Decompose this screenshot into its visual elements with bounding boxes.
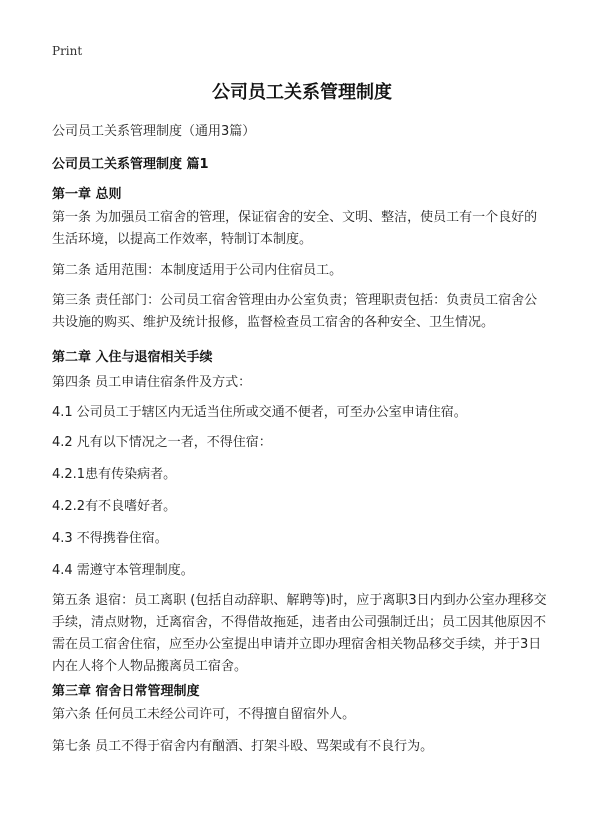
- item-4-2: 4.2 凡有以下情况之一者，不得住宿：: [52, 435, 272, 450]
- document-title: 公司员工关系管理制度: [212, 82, 392, 103]
- item-4-2-1: 4.2.1患有传染病者。: [52, 467, 177, 482]
- print-label: Print: [52, 44, 83, 58]
- item-4-2-2: 4.2.2有不良嗜好者。: [52, 499, 177, 514]
- article-1: 第一条 为加强员工宿舍的管理，保证宿舍的安全、文明、整洁，使员工有一个良好的生活环境，以提高工作效率，特制订本制度。: [52, 210, 538, 247]
- article-3: 第三条 责任部门：公司员工宿舍管理由办公室负责；管理职责包括：负责员工宿舍公共设施的购买、维护及统计报修，监督检查员工宿舍的各种安全、卫生情况。: [52, 293, 538, 330]
- chapter-3-heading: 第三章 宿舍日常管理制度: [52, 684, 200, 699]
- document-subtitle: 公司员工关系管理制度（通用3篇）: [52, 124, 256, 139]
- chapter-1-heading: 第一章 总则: [52, 187, 122, 202]
- item-4-3: 4.3 不得携眷住宿。: [52, 531, 168, 546]
- article-6: 第六条 任何员工未经公司许可，不得擅自留宿外人。: [52, 707, 356, 722]
- item-4-4: 4.4 需遵守本管理制度。: [52, 563, 194, 578]
- chapter-2-heading: 第二章 入住与退宿相关手续: [52, 350, 213, 365]
- part-heading: 公司员工关系管理制度 篇1: [52, 157, 209, 172]
- article-5: 第五条 退宿：员工离职 (包括自动辞职、解聘等)时，应于离职3日内到办公室办理移交手续，清点财物，迁离宿舍，不得借故拖延，违者由公司强制迁出；员工因其他原因不需在员工宿舍住宿，应至办公室提出申请并立即办理宿舍相关物品移交手续，并于3日内在人将个人物品搬离员工宿舍。: [52, 593, 547, 674]
- article-2: 第二条 适用范围：本制度适用于公司内住宿员工。: [52, 263, 343, 278]
- item-4-1: 4.1 公司员工于辖区内无适当住所或交通不便者，可至办公室申请住宿。: [52, 405, 467, 420]
- article-4: 第四条 员工申请住宿条件及方式：: [52, 375, 252, 390]
- article-7: 第七条 员工不得于宿舍内有酗酒、打架斗殴、骂架或有不良行为。: [52, 739, 434, 754]
